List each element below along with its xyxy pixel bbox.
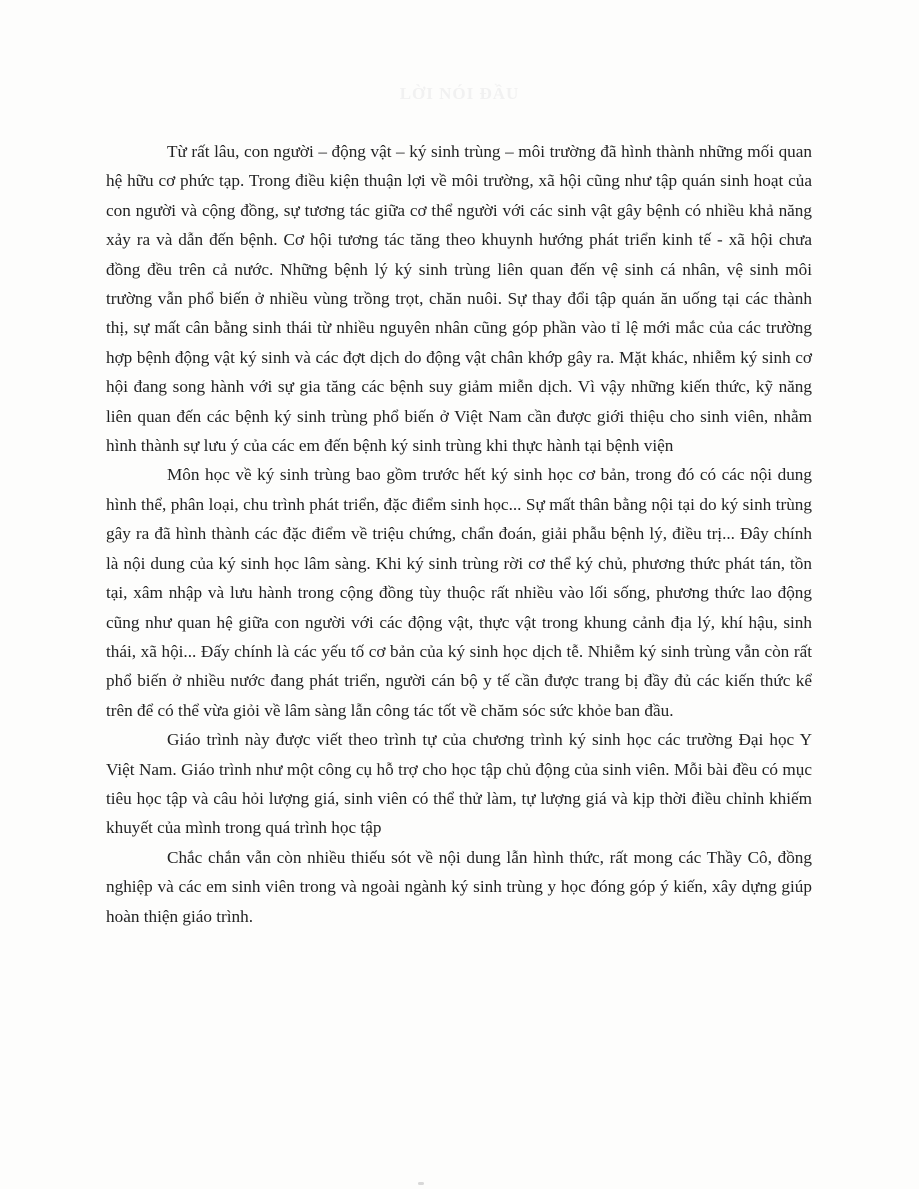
page-heading: LỜI NÓI ĐẦU [399, 84, 520, 103]
paragraph-4: Chắc chắn vẫn còn nhiều thiếu sót về nội dung lẫn hình thức, rất mong các Thầy Cô, đồng nghiệp và các em sinh viên trong và ngoài ngành ký sinh trùng y học đóng góp ý kiến, xây dựng giúp hoàn thiện giáo trình. [106, 847, 812, 926]
page-footer-mark [418, 1182, 424, 1185]
paragraph-1: Từ rất lâu, con người – động vật – ký sinh trùng – môi trường đã hình thành những mối quan hệ hữu cơ phức tạp. Trong điều kiện thuận lợi về môi trường, xã hội cũng như tập quán sinh hoạt của con người và cộng đồng, sự tương tác giữa cơ thể người với các sinh vật gây bệnh có nhiều khả năng xảy ra và dẫn đến bệnh. Cơ hội tương tác tăng theo khuynh hướng phát triển kinh tế - xã hội chưa đồng đều trên cả nước. Những bệnh lý ký sinh trùng liên quan đến vệ sinh cá nhân, vệ sinh môi trường vẫn phổ biến ở nhiều vùng trồng trọt, chăn nuôi. Sự thay đổi tập quán ăn uống tại các thành thị, sự mất cân bằng sinh thái từ nhiều nguyên nhân cũng góp phần vào tỉ lệ mới mắc của các trường hợp bệnh động vật ký sinh và các đợt dịch do động vật chân khớp gây ra. Mặt khác, nhiễm ký sinh cơ hội đang song hành với sự gia tăng các bệnh suy giảm miễn dịch. Vì vậy những kiến thức, kỹ năng liên quan đến các bệnh ký sinh trùng phổ biến ở Việt Nam cần được giới thiệu cho sinh viên, nhằm hình thành sự lưu ý của các em đến bệnh ký sinh trùng khi thực hành tại bệnh viện [106, 142, 812, 456]
body-text [106, 137, 812, 931]
paragraph-2: Môn học về ký sinh trùng bao gồm trước hết ký sinh học cơ bản, trong đó có các nội dung hình thể, phân loại, chu trình phát triển, đặc điểm sinh học... Sự mất thân bằng nội tại do ký sinh trùng gây ra đã hình thành các đặc điểm về triệu chứng, chẩn đoán, giải phẫu bệnh lý, điều trị... Đây chính là nội dung của ký sinh học lâm sàng. Khi ký sinh trùng rời cơ thể ký chủ, phương thức phát tán, tồn tại, xâm nhập và lưu hành trong cộng đồng tùy thuộc rất nhiều vào lối sống, phương thức lao động cũng như quan hệ giữa con người với các động vật, thực vật trong khung cảnh địa lý, khí hậu, sinh thái, xã hội... Đấy chính là các yếu tố cơ bản của ký sinh học dịch tễ. Nhiễm ký sinh trùng vẫn còn rất phổ biến ở nhiều nước đang phát triển, người cán bộ y tế cần được trang bị đầy đủ các kiến thức kể trên để có thể vừa giỏi về lâm sàng lẫn công tác tốt về chăm sóc sức khỏe ban đầu. [106, 465, 812, 720]
paragraph-3: Giáo trình này được viết theo trình tự của chương trình ký sinh học các trường Đại học Y Việt Nam. Giáo trình như một công cụ hỗ trợ cho học tập chủ động của sinh viên. Mỗi bài đều có mục tiêu học tập và câu hỏi lượng giá, sinh viên có thể thử làm, tự lượng giá và kịp thời điều chỉnh khiếm khuyết của mình trong quá trình học tập [106, 730, 812, 838]
